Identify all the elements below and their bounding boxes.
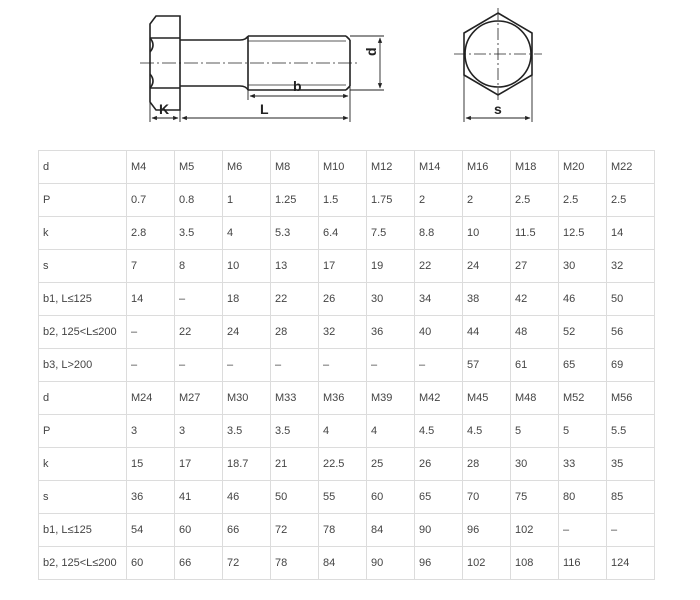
value-cell: 14	[127, 283, 175, 316]
value-cell: 2	[463, 184, 511, 217]
value-cell: 3	[175, 415, 223, 448]
value-cell: 85	[607, 481, 655, 514]
row-label-cell: P	[39, 184, 127, 217]
value-cell: 34	[415, 283, 463, 316]
value-cell: 3.5	[271, 415, 319, 448]
value-cell: 61	[511, 349, 559, 382]
value-cell: 44	[463, 316, 511, 349]
value-cell: –	[175, 283, 223, 316]
value-cell: M48	[511, 382, 559, 415]
value-cell: –	[607, 514, 655, 547]
bolt-drawing	[0, 0, 700, 140]
value-cell: 65	[559, 349, 607, 382]
value-cell: 21	[271, 448, 319, 481]
bolt-spec-table	[38, 150, 655, 580]
value-cell: 1.5	[319, 184, 367, 217]
row-label-cell: b2, 125<L≤200	[39, 547, 127, 580]
value-cell: M22	[607, 151, 655, 184]
value-cell: M56	[607, 382, 655, 415]
table-row	[39, 448, 655, 481]
value-cell: 3.5	[223, 415, 271, 448]
value-cell: 38	[463, 283, 511, 316]
row-label-cell: d	[39, 151, 127, 184]
value-cell: 96	[463, 514, 511, 547]
value-cell: 2	[415, 184, 463, 217]
value-cell: 80	[559, 481, 607, 514]
value-cell: 7	[127, 250, 175, 283]
value-cell: –	[559, 514, 607, 547]
value-cell: 5	[559, 415, 607, 448]
value-cell: M18	[511, 151, 559, 184]
value-cell: M42	[415, 382, 463, 415]
value-cell: M52	[559, 382, 607, 415]
dim-k-label: K	[159, 101, 170, 117]
value-cell: 6.4	[319, 217, 367, 250]
value-cell: 5	[511, 415, 559, 448]
value-cell: 90	[367, 547, 415, 580]
value-cell: 35	[607, 448, 655, 481]
value-cell: 17	[175, 448, 223, 481]
value-cell: 57	[463, 349, 511, 382]
value-cell: 18	[223, 283, 271, 316]
value-cell: 42	[511, 283, 559, 316]
value-cell: –	[223, 349, 271, 382]
value-cell: 48	[511, 316, 559, 349]
dim-b-label: b	[293, 78, 302, 94]
value-cell: 5.3	[271, 217, 319, 250]
value-cell: 54	[127, 514, 175, 547]
value-cell: 2.8	[127, 217, 175, 250]
row-label-cell: b2, 125<L≤200	[39, 316, 127, 349]
value-cell: 8.8	[415, 217, 463, 250]
value-cell: 60	[175, 514, 223, 547]
value-cell: 2.5	[559, 184, 607, 217]
value-cell: 30	[559, 250, 607, 283]
value-cell: 96	[415, 547, 463, 580]
value-cell: M24	[127, 382, 175, 415]
value-cell: M39	[367, 382, 415, 415]
value-cell: –	[367, 349, 415, 382]
value-cell: 70	[463, 481, 511, 514]
value-cell: 36	[127, 481, 175, 514]
value-cell: 3	[127, 415, 175, 448]
value-cell: 7.5	[367, 217, 415, 250]
value-cell: 60	[127, 547, 175, 580]
table-row	[39, 415, 655, 448]
value-cell: 66	[175, 547, 223, 580]
value-cell: 90	[415, 514, 463, 547]
value-cell: 102	[511, 514, 559, 547]
value-cell: 52	[559, 316, 607, 349]
value-cell: 0.8	[175, 184, 223, 217]
value-cell: 8	[175, 250, 223, 283]
row-label-cell: s	[39, 481, 127, 514]
value-cell: 40	[415, 316, 463, 349]
value-cell: M4	[127, 151, 175, 184]
table-row	[39, 481, 655, 514]
value-cell: 33	[559, 448, 607, 481]
value-cell: 15	[127, 448, 175, 481]
value-cell: 75	[511, 481, 559, 514]
table-row	[39, 547, 655, 580]
value-cell: M5	[175, 151, 223, 184]
value-cell: 4.5	[463, 415, 511, 448]
value-cell: 84	[319, 547, 367, 580]
value-cell: 12.5	[559, 217, 607, 250]
table-row	[39, 283, 655, 316]
value-cell: 18.7	[223, 448, 271, 481]
value-cell: 22	[175, 316, 223, 349]
value-cell: 124	[607, 547, 655, 580]
table-row	[39, 349, 655, 382]
value-cell: M27	[175, 382, 223, 415]
value-cell: 24	[223, 316, 271, 349]
value-cell: 50	[271, 481, 319, 514]
value-cell: 25	[367, 448, 415, 481]
value-cell: –	[319, 349, 367, 382]
row-label-cell: k	[39, 217, 127, 250]
value-cell: 46	[223, 481, 271, 514]
value-cell: 4	[367, 415, 415, 448]
value-cell: 65	[415, 481, 463, 514]
value-cell: 2.5	[511, 184, 559, 217]
row-label-cell: b1, L≤125	[39, 514, 127, 547]
value-cell: 41	[175, 481, 223, 514]
value-cell: 102	[463, 547, 511, 580]
row-label-cell: k	[39, 448, 127, 481]
value-cell: 17	[319, 250, 367, 283]
value-cell: 30	[511, 448, 559, 481]
value-cell: 3.5	[175, 217, 223, 250]
value-cell: 78	[319, 514, 367, 547]
table-row	[39, 151, 655, 184]
value-cell: 84	[367, 514, 415, 547]
value-cell: 13	[271, 250, 319, 283]
row-label-cell: d	[39, 382, 127, 415]
value-cell: 55	[319, 481, 367, 514]
value-cell: 2.5	[607, 184, 655, 217]
value-cell: 32	[319, 316, 367, 349]
value-cell: 22.5	[319, 448, 367, 481]
row-label-cell: P	[39, 415, 127, 448]
value-cell: –	[415, 349, 463, 382]
value-cell: 36	[367, 316, 415, 349]
value-cell: 78	[271, 547, 319, 580]
spec-table-body	[39, 151, 655, 580]
value-cell: 4.5	[415, 415, 463, 448]
value-cell: M10	[319, 151, 367, 184]
value-cell: 0.7	[127, 184, 175, 217]
row-label-cell: b3, L>200	[39, 349, 127, 382]
value-cell: M33	[271, 382, 319, 415]
value-cell: 46	[559, 283, 607, 316]
value-cell: 4	[223, 217, 271, 250]
value-cell: 50	[607, 283, 655, 316]
value-cell: 26	[319, 283, 367, 316]
value-cell: 22	[415, 250, 463, 283]
value-cell: 24	[463, 250, 511, 283]
dim-s-label: s	[494, 101, 502, 117]
value-cell: 26	[415, 448, 463, 481]
value-cell: 108	[511, 547, 559, 580]
value-cell: –	[175, 349, 223, 382]
value-cell: 27	[511, 250, 559, 283]
value-cell: 28	[271, 316, 319, 349]
value-cell: M6	[223, 151, 271, 184]
value-cell: 10	[463, 217, 511, 250]
value-cell: M14	[415, 151, 463, 184]
value-cell: 5.5	[607, 415, 655, 448]
value-cell: 1.25	[271, 184, 319, 217]
value-cell: 56	[607, 316, 655, 349]
value-cell: M45	[463, 382, 511, 415]
value-cell: 72	[271, 514, 319, 547]
table-row	[39, 316, 655, 349]
table-row	[39, 217, 655, 250]
table-row	[39, 250, 655, 283]
value-cell: M8	[271, 151, 319, 184]
dim-l-label: L	[260, 101, 269, 117]
value-cell: 69	[607, 349, 655, 382]
value-cell: 30	[367, 283, 415, 316]
value-cell: 1	[223, 184, 271, 217]
value-cell: –	[127, 349, 175, 382]
value-cell: 14	[607, 217, 655, 250]
row-label-cell: b1, L≤125	[39, 283, 127, 316]
value-cell: 10	[223, 250, 271, 283]
dim-d-label: d	[363, 47, 379, 56]
table-row	[39, 514, 655, 547]
value-cell: 116	[559, 547, 607, 580]
table-row	[39, 184, 655, 217]
value-cell: 19	[367, 250, 415, 283]
table-row	[39, 382, 655, 415]
value-cell: M36	[319, 382, 367, 415]
row-label-cell: s	[39, 250, 127, 283]
value-cell: 1.75	[367, 184, 415, 217]
value-cell: –	[127, 316, 175, 349]
value-cell: 22	[271, 283, 319, 316]
value-cell: M30	[223, 382, 271, 415]
value-cell: 28	[463, 448, 511, 481]
value-cell: 4	[319, 415, 367, 448]
value-cell: M12	[367, 151, 415, 184]
value-cell: 72	[223, 547, 271, 580]
value-cell: 32	[607, 250, 655, 283]
value-cell: 11.5	[511, 217, 559, 250]
value-cell: 66	[223, 514, 271, 547]
value-cell: M16	[463, 151, 511, 184]
value-cell: –	[271, 349, 319, 382]
value-cell: M20	[559, 151, 607, 184]
value-cell: 60	[367, 481, 415, 514]
